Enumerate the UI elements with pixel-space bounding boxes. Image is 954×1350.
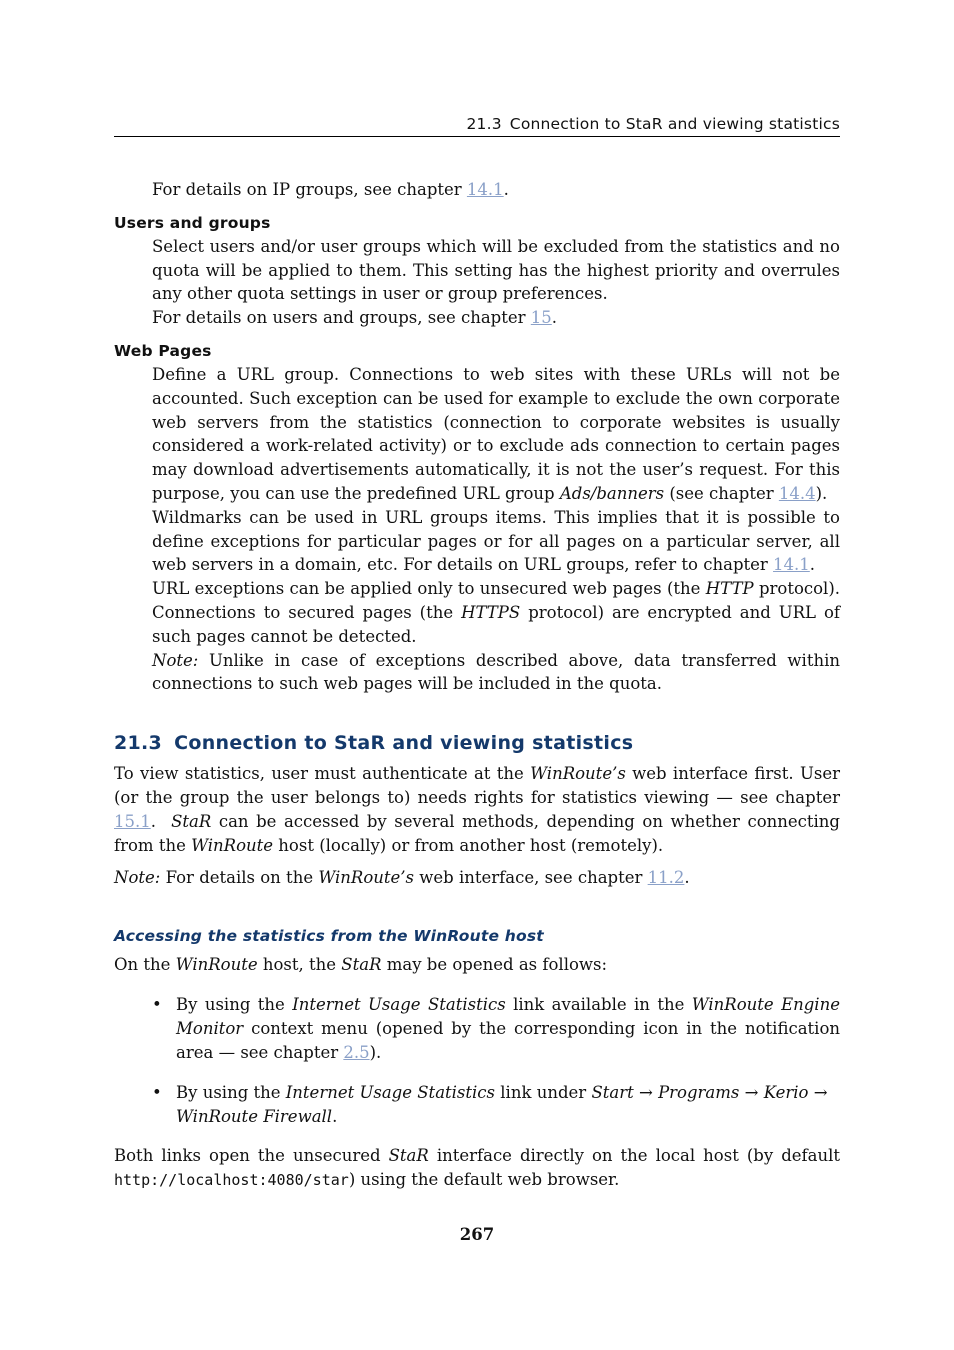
bullet-icon: • [152, 994, 162, 1014]
section-note: Note: For details on the WinRoute’s web interface, see chapter 11.2. [114, 868, 690, 888]
users-groups-description: Select users and/or user groups which will be excluded from the statistics and no quota will be applied to them. This setting has the highest priority and overrules any other quota settings in user or group preferences. [152, 236, 840, 304]
ip-groups-paragraph: For details on IP groups, see chapter 14.1. [152, 180, 509, 199]
arrow-icon: → [813, 1083, 828, 1103]
final-paragraph: Both links open the unsecured StaR interface directly on the local host (by default http://localhost:4080/star) using the default web browser. [114, 1145, 841, 1189]
header-section-title: Connection to StaR and viewing statistics [509, 115, 840, 133]
web-pages-paragraph-3: URL exceptions can be applied only to unsecured web pages (the HTTP protocol). Connections to secured pages (the HTTPS protocol) are encrypted and URL of such pages cannot be detected. [152, 579, 841, 646]
section-paragraph: To view statistics, user must authenticate at the WinRoute’s web interface first. User (or the group the user belongs to) needs rights for statistics viewing — see chapter 15.1. StaR can be accessed by several methods, depending on whether connecting from the WinRoute host (locally) or from another host (remotely). [114, 764, 840, 855]
subsection-intro: On the WinRoute host, the StaR may be opened as follows: [114, 955, 608, 975]
header-section-number: 21.3 [466, 115, 502, 133]
localhost-url: http://localhost:4080/star [114, 1170, 349, 1189]
subsection-heading: Accessing the statistics from the WinRoute host [114, 927, 544, 946]
arrow-icon: → [744, 1083, 759, 1103]
chapter-link-14-4[interactable]: 14.4 [778, 483, 816, 503]
chapter-link-14-1[interactable]: 14.1 [466, 180, 504, 199]
users-groups-details: For details on users and groups, see chapter 15. [152, 308, 558, 328]
running-header [114, 114, 840, 137]
web-pages-paragraph-2: Wildmarks can be used in URL groups items. This implies that it is possible to define exceptions for particular pages or for all pages on a particular server, all web servers in a domain, etc. For details on URL groups, refer to chapter 14.1. [152, 507, 840, 575]
arrow-icon: → [638, 1083, 653, 1103]
chapter-link-14-1-b[interactable]: 14.1 [773, 555, 810, 575]
bullet-icon: • [152, 1083, 162, 1103]
page-body [114, 178, 840, 1193]
chapter-link-11-2[interactable]: 11.2 [647, 868, 685, 888]
list-item: • By using the Internet Usage Statistics link under Start → Programs → Kerio → WinRoute Firewall. [152, 1083, 828, 1127]
list-item: • By using the Internet Usage Statistics link available in the WinRoute Engine Monitor context menu (opened by the corresponding icon in the notification area — see chapter 2.5). [152, 994, 841, 1062]
term-users-and-groups: Users and groups [114, 213, 271, 232]
page-number: 267 [459, 1225, 495, 1244]
chapter-link-15-1[interactable]: 15.1 [114, 811, 151, 831]
chapter-link-2-5[interactable]: 2.5 [343, 1042, 370, 1062]
term-web-pages: Web Pages [114, 341, 212, 360]
access-methods-list [114, 993, 840, 1129]
web-pages-paragraph-1: Define a URL group. Connections to web sites with these URLs will not be accounted. Such exception can be used for example to exclude the own corporate web servers from the statistics (connection to corporate websites is usually considered a work-related activity) or to exclude ads connection to certain pages may download advertisements automatically, it is not the user’s request. For this purpose, you can use the predefined URL group Ads/banners (see chapter 14.4). [152, 364, 840, 503]
section-heading: 21.3 Connection to StaR and viewing statistics [114, 732, 634, 755]
web-pages-note: Note: Unlike in case of exceptions described above, data transferred within connections to such web pages will be included in the quota. [152, 650, 840, 694]
chapter-link-15[interactable]: 15 [530, 308, 552, 328]
